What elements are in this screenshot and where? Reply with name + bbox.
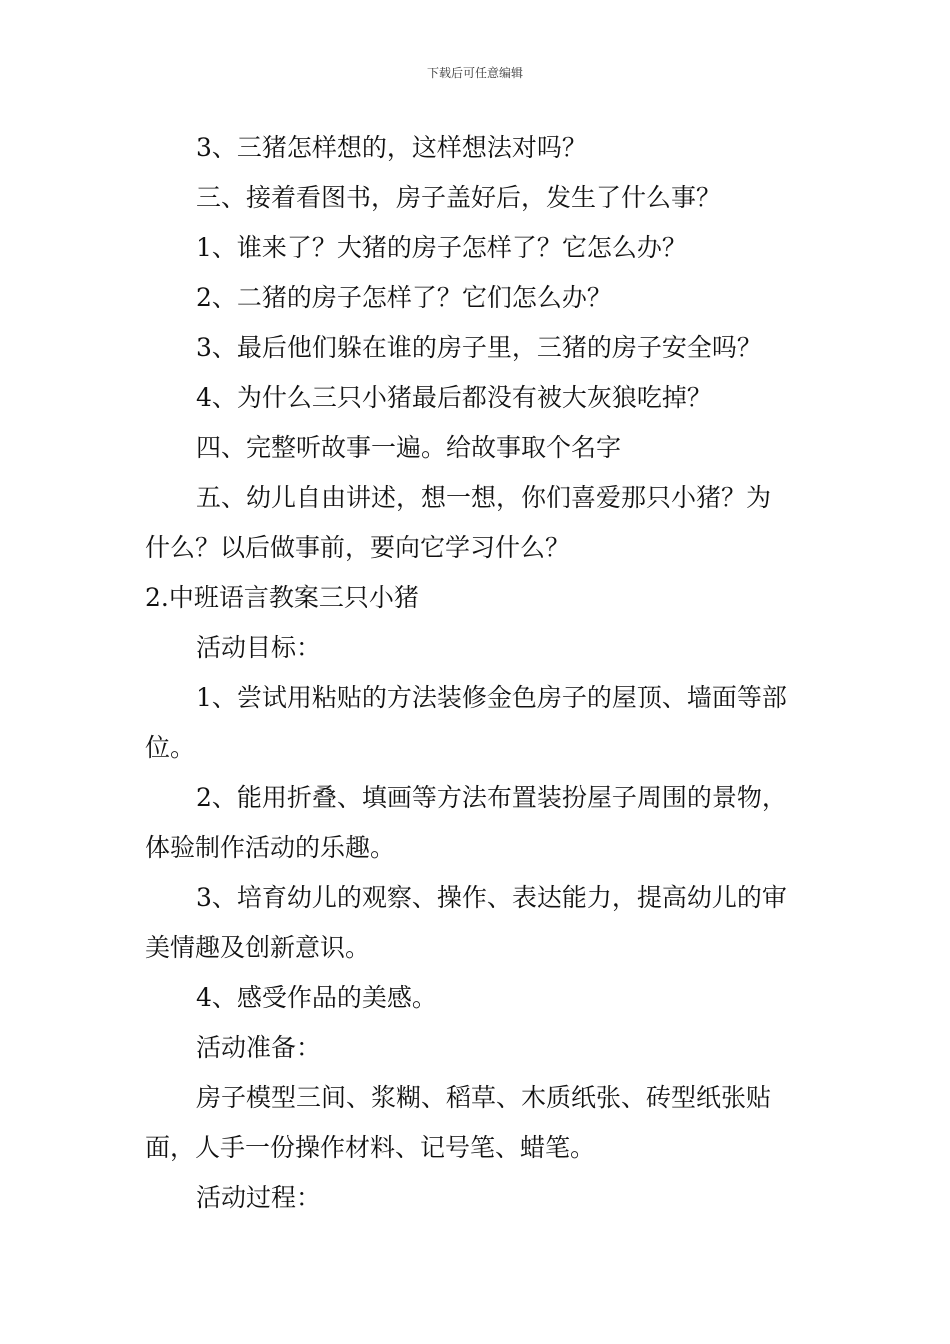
- section-heading: 2.中班语言教案三只小猪: [145, 583, 419, 612]
- text-line: 1、谁来了？大猪的房子怎样了？它怎么办？: [196, 233, 687, 262]
- text-line: 三、接着看图书，房子盖好后，发生了什么事？: [196, 183, 722, 212]
- text-line: 活动过程：: [196, 1183, 322, 1212]
- text-line: 3、培育幼儿的观察、操作、表达能力，提高幼儿的审: [196, 883, 787, 912]
- text-line: 4、感受作品的美感。: [196, 983, 437, 1012]
- text-line: 美情趣及创新意识。: [145, 933, 371, 962]
- text-line: 2、二猪的房子怎样了？它们怎么办？: [196, 283, 612, 312]
- text-line: 房子模型三间、浆糊、稻草、木质纸张、砖型纸张贴: [196, 1083, 772, 1112]
- text-line: 3、三猪怎样想的，这样想法对吗？: [196, 133, 587, 162]
- text-line: 五、幼儿自由讲述，想一想，你们喜爱那只小猪？为: [196, 483, 772, 512]
- text-line: 4、为什么三只小猪最后都没有被大灰狼吃掉？: [196, 383, 712, 412]
- text-line: 3、最后他们躲在谁的房子里，三猪的房子安全吗？: [196, 333, 762, 362]
- text-line: 活动目标：: [196, 633, 322, 662]
- text-line: 四、完整听故事一遍。给故事取个名字: [196, 433, 622, 462]
- text-line: 活动准备：: [196, 1033, 322, 1062]
- text-line: 体验制作活动的乐趣。: [145, 833, 396, 862]
- text-line: 2、能用折叠、填画等方法布置装扮屋子周围的景物，: [196, 783, 787, 812]
- page-header: 下载后可任意编辑: [426, 66, 523, 80]
- text-line: 1、尝试用粘贴的方法装修金色房子的屋顶、墙面等部: [196, 683, 787, 712]
- text-line: 什么？以后做事前，要向它学习什么？: [145, 533, 571, 562]
- text-line: 面，人手一份操作材料、记号笔、蜡笔。: [145, 1133, 596, 1162]
- text-line: 位。: [145, 733, 196, 762]
